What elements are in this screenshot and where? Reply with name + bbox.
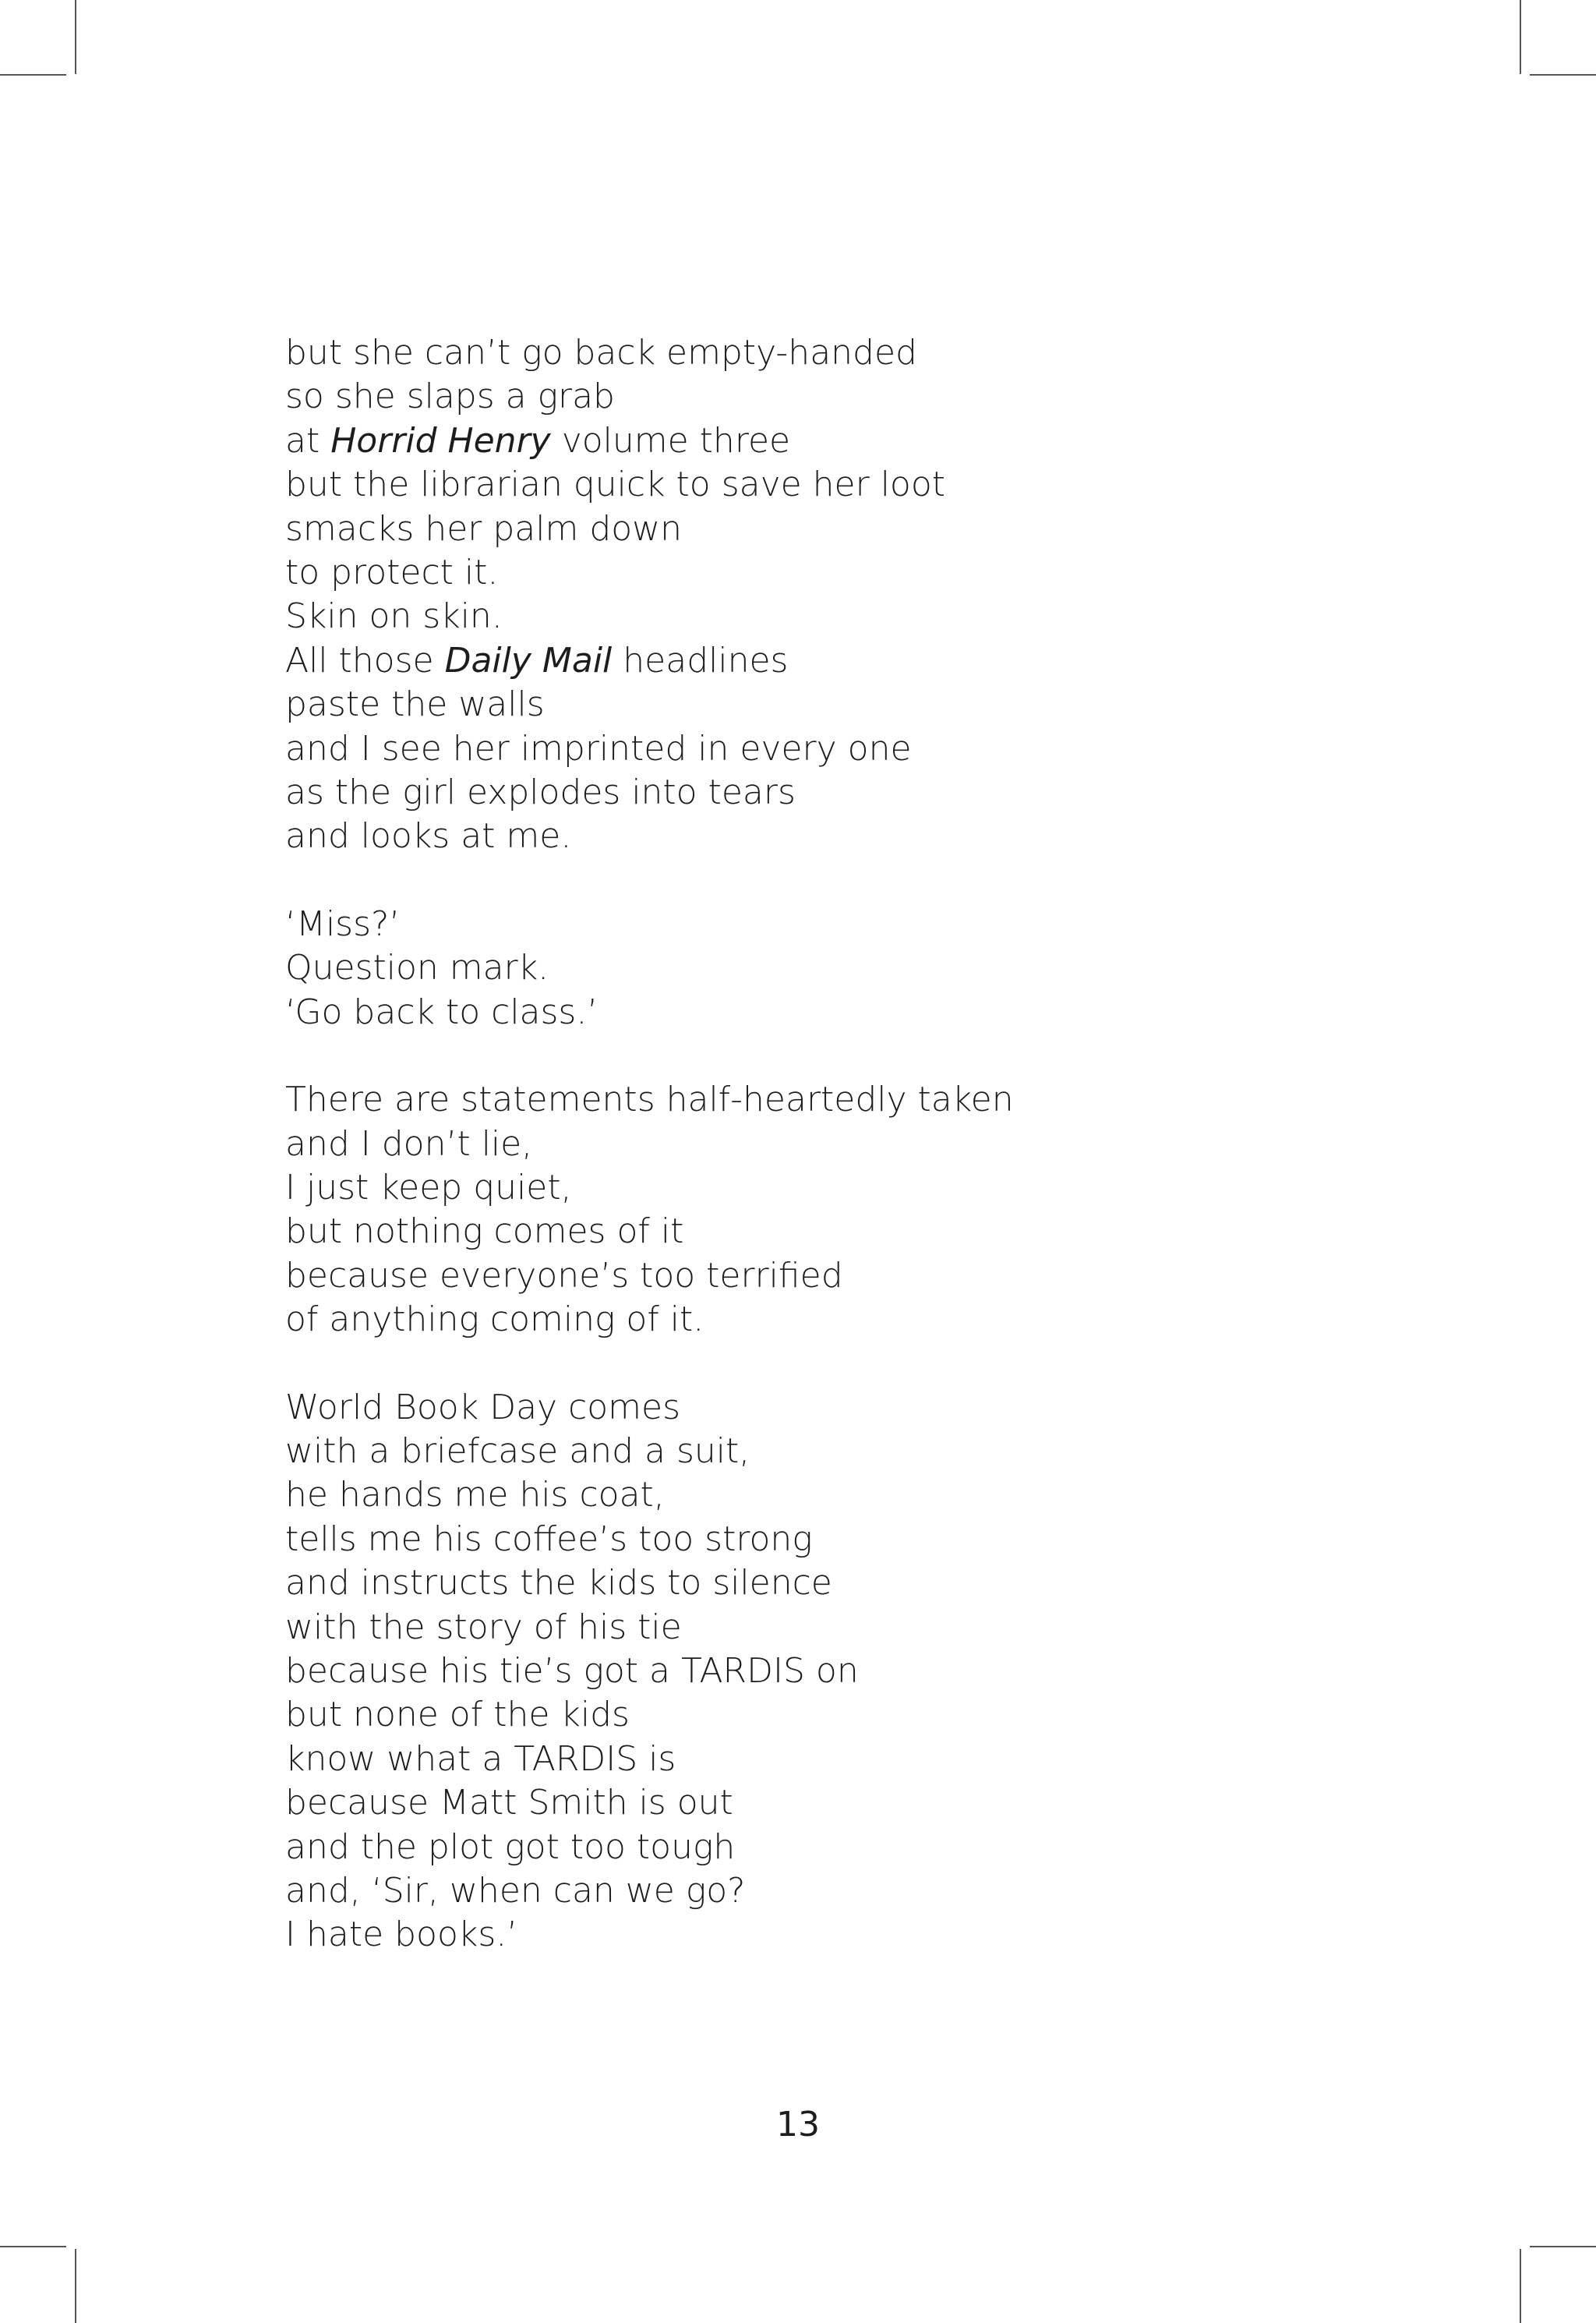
poem-line — [285, 1869, 1454, 1913]
poem-line — [285, 419, 1454, 463]
line-text: so she slaps a grab — [285, 377, 615, 417]
page-number: 13 — [776, 2105, 820, 2144]
line-text: volume three — [550, 420, 791, 461]
poem-line — [285, 331, 1454, 375]
line-text: Skin on skin. — [285, 596, 503, 637]
line-text: as the girl explodes into tears — [285, 773, 796, 813]
stanza — [285, 903, 1454, 1034]
line-text: and looks at me. — [285, 816, 572, 857]
line-text: headlines — [612, 640, 789, 681]
line-text: and I don’t lie, — [285, 1123, 533, 1164]
poem-line — [285, 1913, 1454, 1957]
italic-title-text: Horrid Henry — [330, 420, 551, 461]
line-text: and, ‘Sir, when can we go? — [285, 1871, 746, 1911]
poem-line — [285, 771, 1454, 815]
line-text: because everyone’s too terrified — [285, 1255, 843, 1296]
poem-line — [285, 595, 1454, 638]
poem-line — [285, 1166, 1454, 1210]
crop-mark-bottom-right-horizontal — [1530, 2246, 1596, 2247]
poem-line — [285, 1738, 1454, 1781]
poem-line — [285, 1518, 1454, 1561]
stanza — [285, 1078, 1454, 1342]
crop-mark-top-right-horizontal — [1530, 74, 1596, 76]
poem-line — [285, 463, 1454, 507]
crop-mark-bottom-left-vertical — [75, 2249, 76, 2323]
line-text: at — [285, 420, 331, 461]
line-text: paste the walls — [285, 684, 545, 725]
poem-line — [285, 551, 1454, 595]
poem-line — [285, 1693, 1454, 1737]
poem-line — [285, 1561, 1454, 1605]
line-text: ‘Miss?’ — [285, 903, 401, 944]
poem-line — [285, 1473, 1454, 1517]
line-text: with the story of his tie — [285, 1607, 682, 1647]
line-text: I just keep quiet, — [285, 1167, 572, 1207]
poem-line — [285, 375, 1454, 419]
line-text: ‘Go back to class.’ — [285, 992, 598, 1032]
poem-line — [285, 1430, 1454, 1473]
line-text: to protect it. — [285, 553, 499, 593]
line-text: because Matt Smith is out — [285, 1783, 733, 1823]
line-text: smacks her palm down — [285, 508, 683, 549]
line-text: know what a TARDIS is — [285, 1738, 676, 1779]
poem-line — [285, 1078, 1454, 1122]
line-text: World Book Day comes — [285, 1387, 681, 1427]
poem-line — [285, 1386, 1454, 1430]
poem-line — [285, 991, 1454, 1034]
line-text: There are statements half-heartedly taken — [285, 1080, 1014, 1120]
poem-line — [285, 1781, 1454, 1825]
crop-mark-bottom-right-vertical — [1520, 2249, 1521, 2323]
line-text: but nothing comes of it — [285, 1211, 684, 1252]
line-text: I hate books.’ — [285, 1915, 518, 1955]
stanza — [285, 1386, 1454, 1957]
poem-line — [285, 639, 1454, 683]
poem-line — [285, 1210, 1454, 1253]
line-text: tells me his coffee’s too strong — [285, 1519, 813, 1559]
poem-line — [285, 1254, 1454, 1298]
line-text: All those — [285, 640, 445, 681]
poem-line — [285, 1606, 1454, 1649]
line-text: but she can’t go back empty-handed — [285, 333, 917, 373]
line-text: he hands me his coat, — [285, 1475, 665, 1515]
line-text: but none of the kids — [285, 1695, 630, 1735]
poem-line — [285, 946, 1454, 990]
poem-line — [285, 683, 1454, 727]
line-text: Question mark. — [285, 948, 549, 988]
line-text: because his tie’s got a TARDIS on — [285, 1650, 859, 1691]
line-text: and the plot got too tough — [285, 1826, 736, 1867]
poem-line — [285, 1298, 1454, 1342]
stanza — [285, 331, 1454, 859]
line-text: of anything coming of it. — [285, 1299, 704, 1340]
line-text: but the librarian quick to save her loot — [285, 465, 946, 505]
line-text: and I see her imprinted in every one — [285, 728, 912, 769]
crop-mark-bottom-left-horizontal — [0, 2246, 66, 2247]
poem-line — [285, 1826, 1454, 1869]
poem-line — [285, 1123, 1454, 1166]
poem-line — [285, 507, 1454, 551]
crop-mark-top-left-vertical — [75, 0, 76, 74]
poem-line — [285, 903, 1454, 946]
poem-line — [285, 727, 1454, 771]
crop-mark-top-right-vertical — [1520, 0, 1521, 74]
poem-line — [285, 815, 1454, 858]
line-text: with a briefcase and a suit, — [285, 1430, 750, 1471]
crop-mark-top-left-horizontal — [0, 74, 66, 76]
poem-line — [285, 1649, 1454, 1693]
poem-body — [285, 331, 1454, 1957]
italic-title-text: Daily Mail — [444, 640, 613, 681]
line-text: and instructs the kids to silence — [285, 1563, 832, 1603]
